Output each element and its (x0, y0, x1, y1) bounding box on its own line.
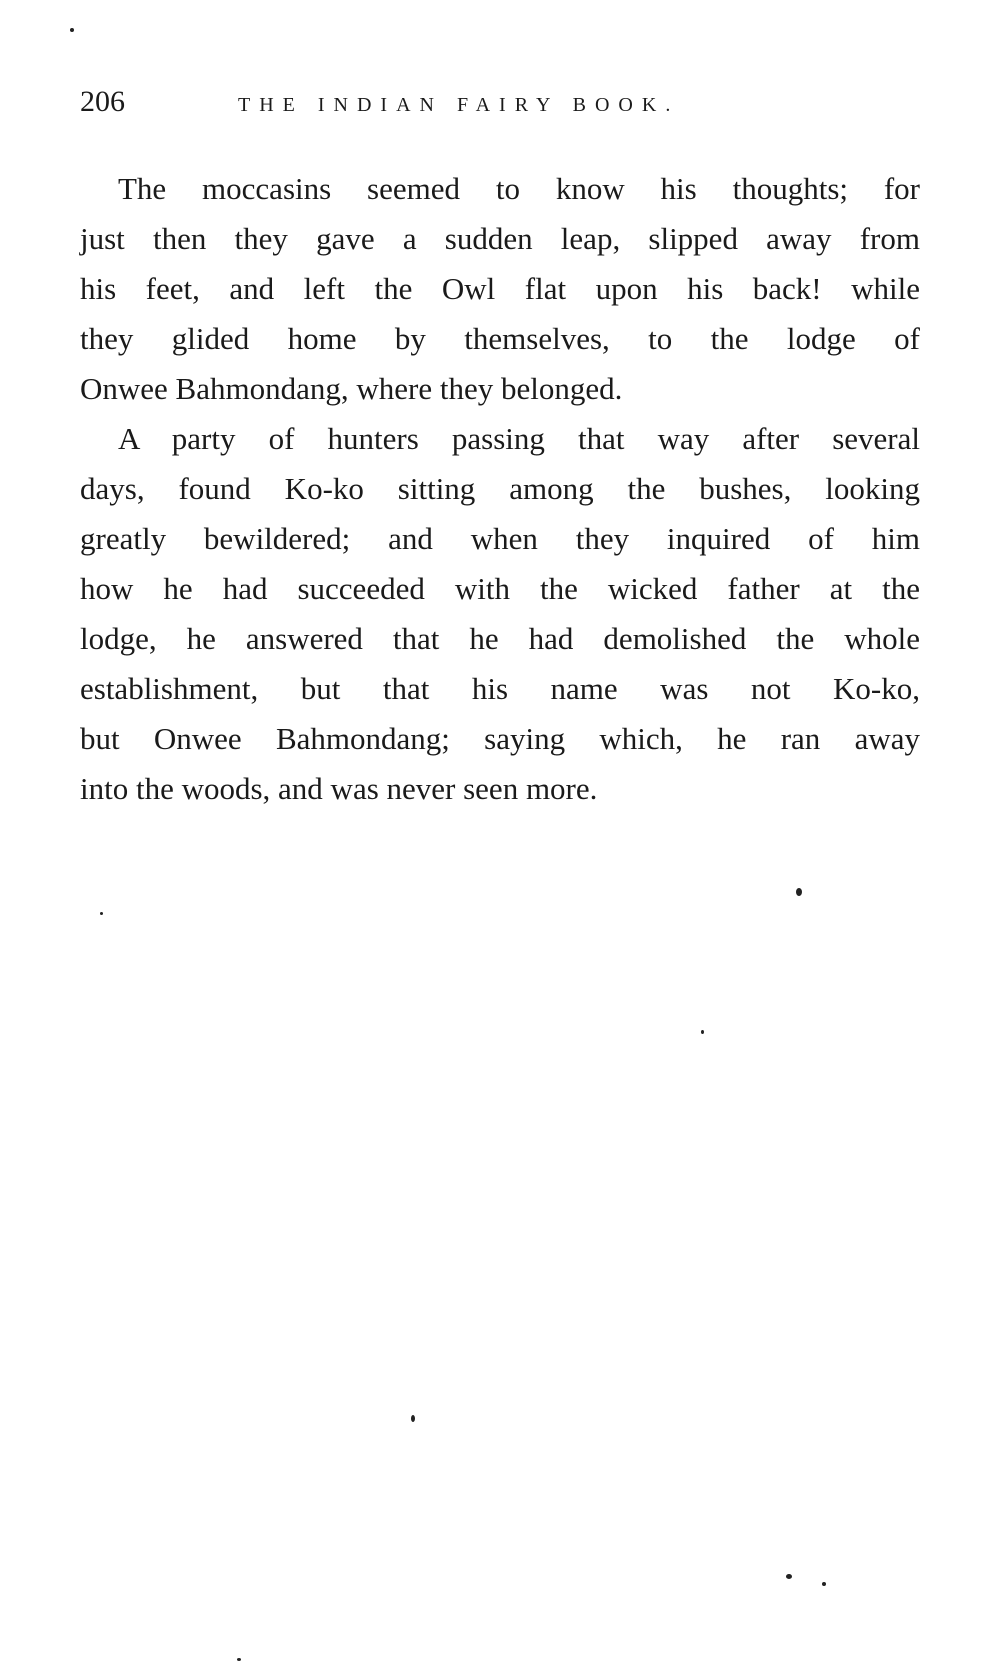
body-text (80, 164, 920, 814)
scan-speck (70, 28, 74, 32)
text-line: they glided home by themselves, to the lodge of (80, 321, 920, 356)
text-line: just then they gave a sudden leap, slipped away from (80, 221, 920, 256)
paragraph-2 (80, 414, 920, 814)
text-line: days, found Ko-ko sitting among the bushes, looking (80, 471, 920, 506)
scan-speck (100, 912, 103, 915)
text-line: Onwee Bahmondang, where they belonged. (80, 371, 623, 406)
page-number: 206 (80, 85, 125, 118)
paragraph-1 (80, 164, 920, 414)
text-line: greatly bewildered; and when they inquired of him (80, 521, 920, 556)
scan-speck (701, 1030, 704, 1034)
text-line: A party of hunters passing that way after several (118, 421, 920, 456)
page-header (80, 82, 920, 130)
text-line: lodge, he answered that he had demolished the whole (80, 621, 920, 656)
text-line: The moccasins seemed to know his thoughts; for (118, 171, 920, 206)
scan-speck (796, 888, 802, 896)
text-line: establishment, but that his name was not Ko-ko, (80, 671, 920, 706)
scan-speck (237, 1658, 241, 1661)
text-line: but Onwee Bahmondang; saying which, he ran away (80, 721, 920, 756)
text-line: how he had succeeded with the wicked father at the (80, 571, 920, 606)
running-head: THE INDIAN FAIRY BOOK. (238, 94, 680, 116)
text-line: his feet, and left the Owl flat upon his back! while (80, 271, 920, 306)
scan-speck (822, 1582, 826, 1586)
scan-speck (786, 1574, 792, 1579)
scan-speck (411, 1415, 415, 1422)
text-line: into the woods, and was never seen more. (80, 771, 598, 806)
